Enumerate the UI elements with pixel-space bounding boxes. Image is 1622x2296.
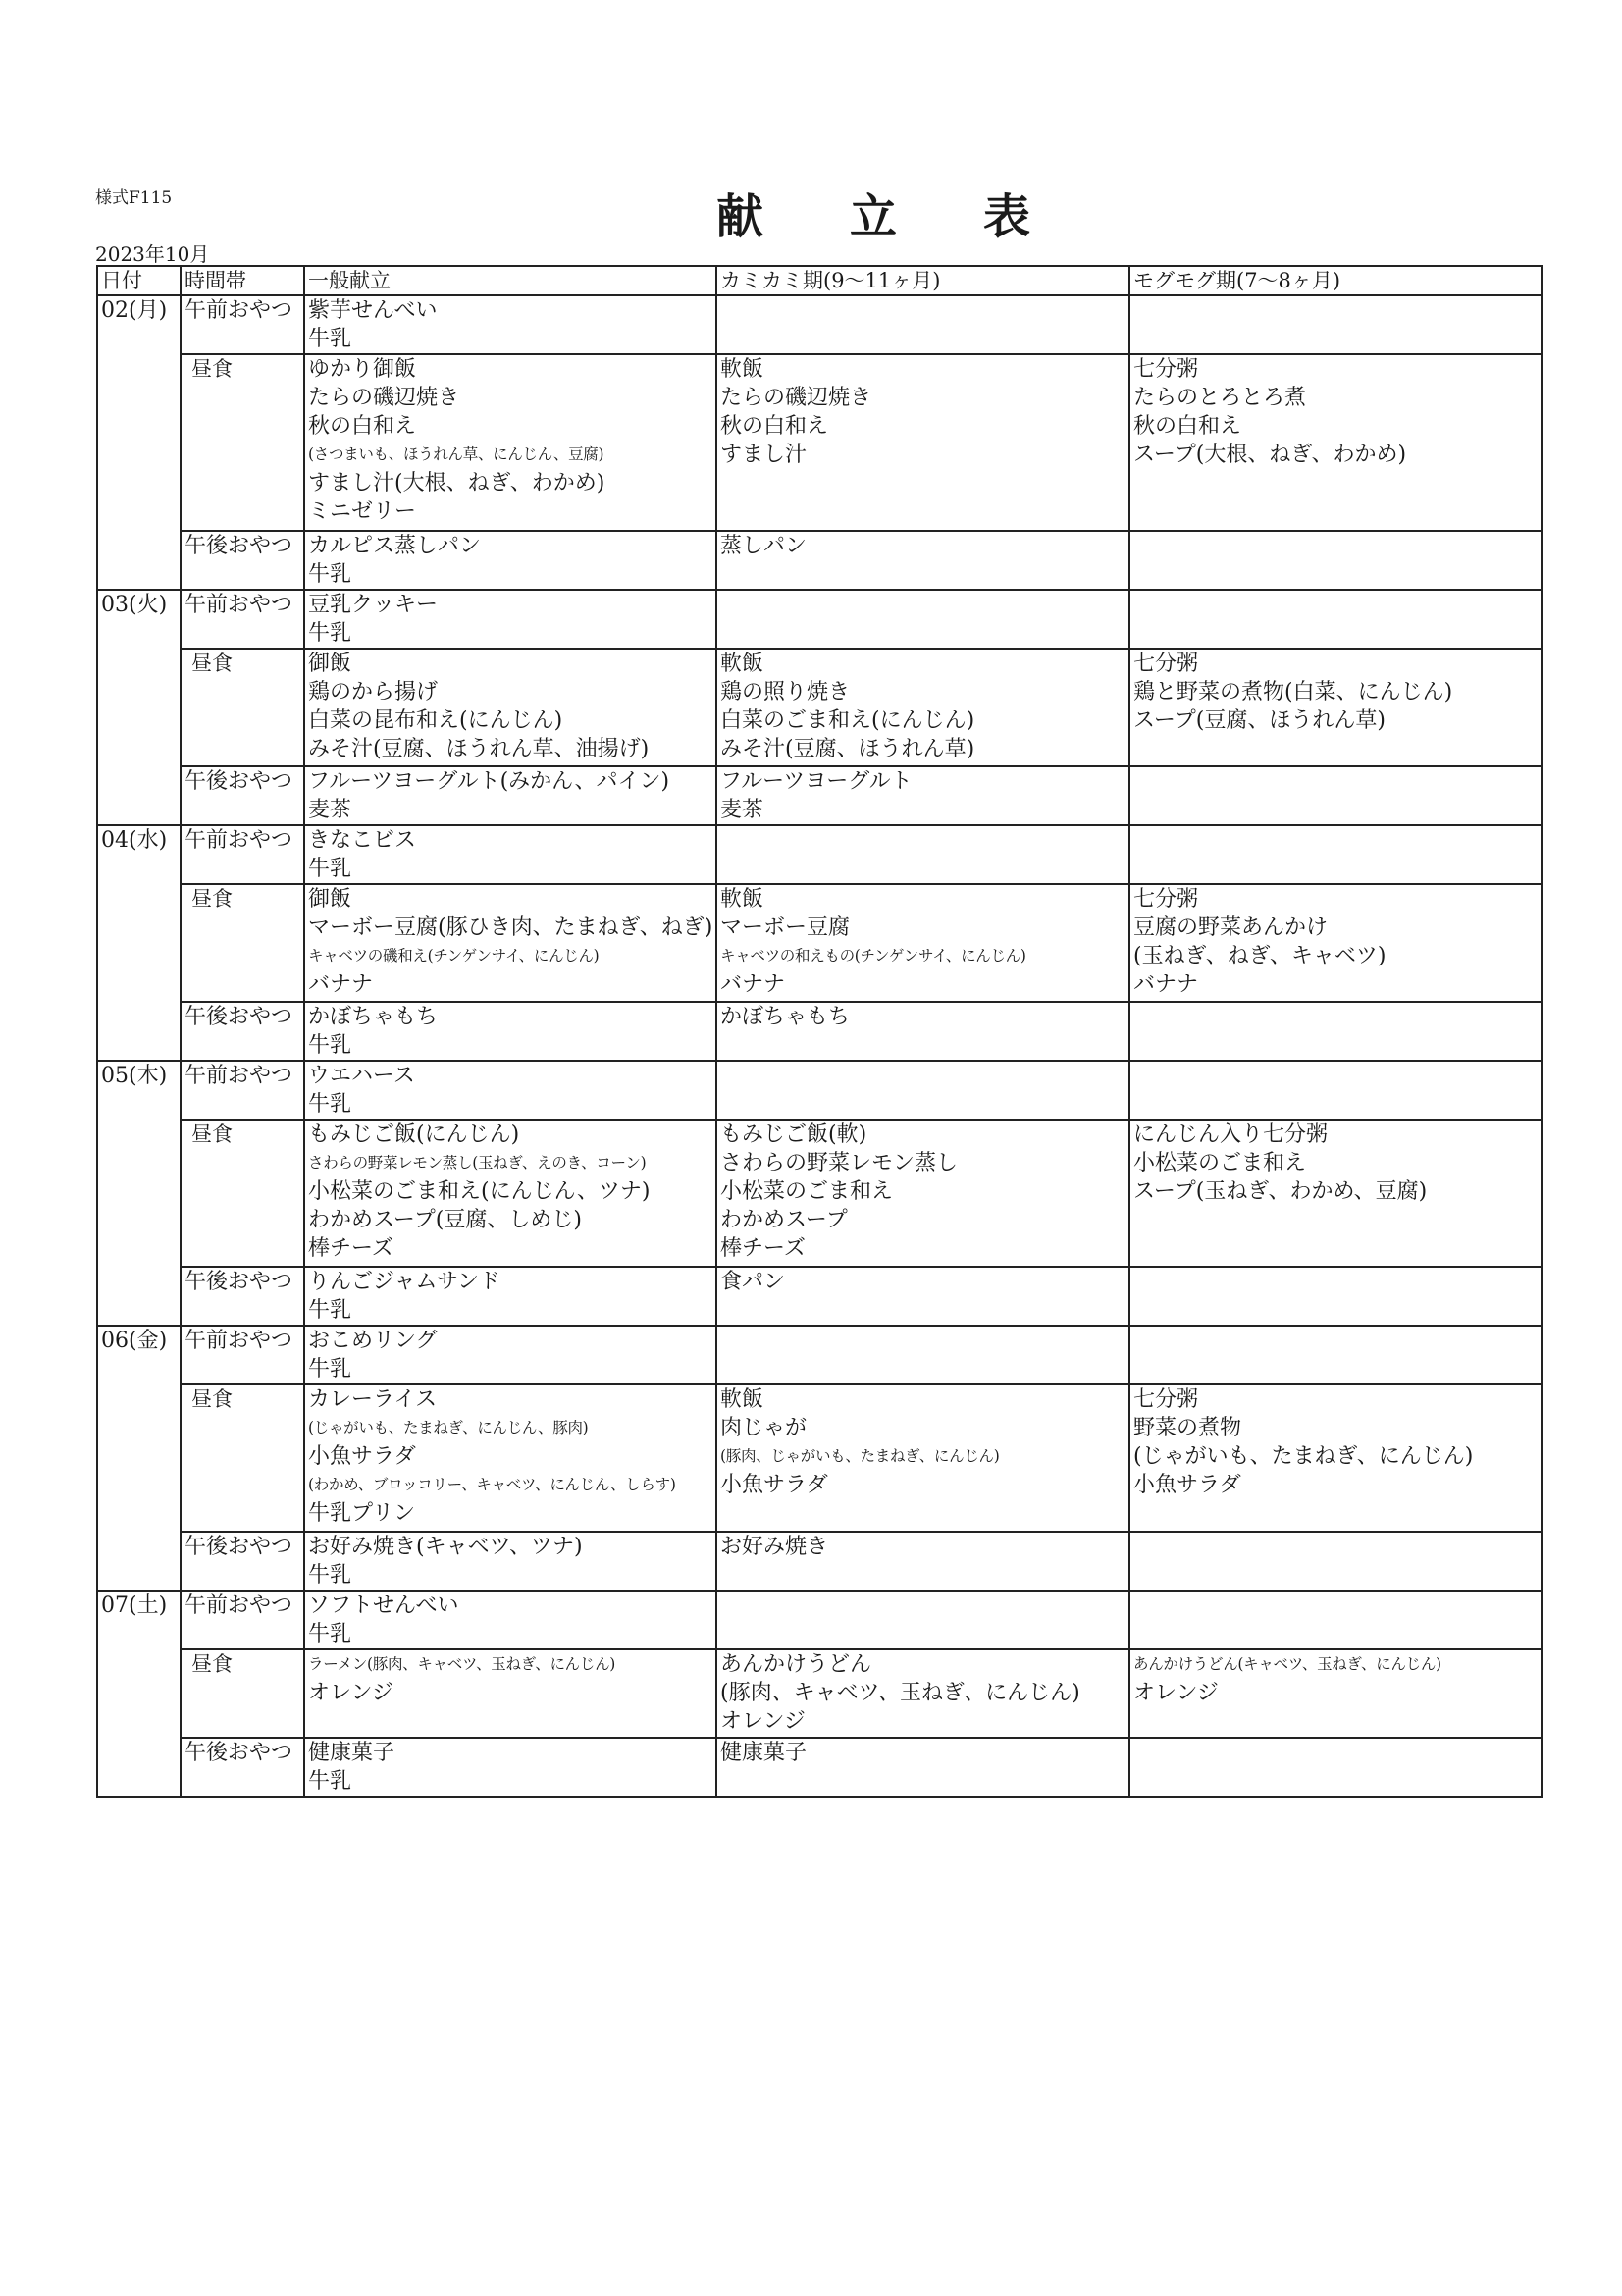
time-slot-cell: 午前おやつ [181,1326,304,1384]
menu-line: すまし汁 [720,443,808,467]
kamikami-menu-cell [716,1326,1129,1384]
menu-line: たらの磯辺焼き [720,386,872,410]
date-cell [97,1120,181,1267]
menu-line: もみじご飯(軟) [720,1122,867,1147]
menu-line: (さつまいも、ほうれん草、にんじん、豆腐) [308,445,604,463]
menu-line: ゆかり御飯 [308,357,417,382]
mogumogu-menu-cell [1129,1061,1542,1120]
header-time: 時間帯 [181,266,304,295]
menu-line: 麦茶 [720,798,764,822]
time-slot-cell: 昼食 [181,1649,304,1738]
general-menu-cell [304,1738,716,1797]
date-cell [97,766,181,825]
kamikami-menu-cell [716,766,1129,825]
menu-line: 秋の白和え [308,414,417,439]
menu-line: フルーツヨーグルト [720,769,913,794]
menu-line: 豆乳クッキー [308,593,439,617]
menu-line: (豚肉、キャベツ、玉ねぎ、にんじん) [720,1681,1080,1705]
date-cell: 06(金) [97,1326,181,1384]
menu-line: カレーライス [308,1387,438,1412]
date-cell [97,1002,181,1061]
menu-line: 御飯 [308,652,352,676]
general-menu-cell [304,1326,716,1384]
menu-line: 麦茶 [308,798,352,822]
menu-line: 白菜の昆布和え(にんじん) [308,708,563,733]
mogumogu-menu-cell [1129,1384,1542,1532]
general-menu-cell [304,1120,716,1267]
menu-line: キャベツの磯和え(チンゲンサイ、にんじん) [308,947,600,965]
table-row [97,1591,1542,1649]
menu-line: 軟飯 [720,357,764,382]
menu-line: さわらの野菜レモン蒸し [720,1151,959,1175]
title-char: 献 [716,189,764,244]
menu-line: かぼちゃもち [308,1005,439,1029]
header-general: 一般献立 [304,266,716,295]
menu-line: 小松菜のごま和え [1133,1151,1307,1175]
general-menu-cell [304,884,716,1002]
menu-line: フルーツヨーグルト(みかん、パイン) [308,769,670,794]
menu-line: 七分粥 [1133,652,1199,676]
kamikami-menu-cell [716,884,1129,1002]
general-menu-cell [304,1061,716,1120]
time-slot-cell: 昼食 [181,354,304,531]
time-slot-cell: 午前おやつ [181,1591,304,1649]
page-title [716,179,1030,246]
kamikami-menu-cell [716,649,1129,766]
menu-line: 牛乳 [308,1357,352,1382]
menu-line: マーボー豆腐(豚ひき肉、たまねぎ、ねぎ) [308,915,712,940]
menu-line: バナナ [720,972,786,997]
general-menu-cell [304,1384,716,1532]
table-row [97,1649,1542,1738]
table-row [97,649,1542,766]
menu-line: お好み焼き [720,1535,829,1559]
kamikami-menu-cell [716,1002,1129,1061]
table-row [97,1326,1542,1384]
menu-line: 秋の白和え [720,414,829,439]
menu-line: 軟飯 [720,1387,764,1412]
menu-line: 七分粥 [1133,1387,1199,1412]
date-cell [97,1267,181,1326]
menu-line: 小松菜のごま和え [720,1179,894,1204]
menu-line: 小魚サラダ [1133,1473,1241,1497]
title-char: 表 [983,189,1031,244]
kamikami-menu-cell [716,1532,1129,1591]
menu-line: 棒チーズ [308,1236,393,1261]
table-row [97,295,1542,354]
time-slot-cell: 午前おやつ [181,295,304,354]
general-menu-cell [304,1532,716,1591]
menu-line: あんかけうどん [720,1652,872,1677]
menu-line: バナナ [1133,972,1199,997]
menu-table [96,265,1543,1798]
kamikami-menu-cell [716,1061,1129,1120]
date-cell: 03(火) [97,590,181,649]
menu-line: 七分粥 [1133,887,1199,912]
menu-line: 白菜のごま和え(にんじん) [720,708,975,733]
menu-line: きなこビス [308,828,417,853]
menu-line: 食パン [720,1270,786,1294]
time-slot-cell: 昼食 [181,884,304,1002]
menu-line: わかめスープ [720,1208,848,1232]
mogumogu-menu-cell [1129,649,1542,766]
menu-line: 肉じゃが [720,1416,808,1440]
kamikami-menu-cell [716,1649,1129,1738]
time-slot-cell: 午前おやつ [181,1061,304,1120]
menu-line: 鶏のから揚げ [308,680,439,704]
menu-line: (豚肉、じゃがいも、たまねぎ、にんじん) [720,1447,1000,1465]
menu-line: 牛乳 [308,1033,352,1058]
kamikami-menu-cell [716,1384,1129,1532]
menu-line: オレンジ [308,1681,393,1705]
menu-line: 小魚サラダ [308,1444,416,1469]
menu-line: 牛乳 [308,327,352,351]
menu-line: すまし汁(大根、ねぎ、わかめ) [308,471,605,496]
kamikami-menu-cell [716,825,1129,884]
menu-line: りんごジャムサンド [308,1270,501,1294]
time-slot-cell: 昼食 [181,1384,304,1532]
mogumogu-menu-cell [1129,1591,1542,1649]
menu-line: 七分粥 [1133,357,1199,382]
menu-line: あんかけうどん(キャベツ、玉ねぎ、にんじん) [1133,1655,1441,1673]
time-slot-cell: 昼食 [181,649,304,766]
table-row [97,1384,1542,1532]
table-row [97,825,1542,884]
menu-line: 小松菜のごま和え(にんじん、ツナ) [308,1179,651,1204]
date-cell: 07(土) [97,1591,181,1649]
date-cell [97,354,181,531]
table-row [97,766,1542,825]
time-slot-cell: 午後おやつ [181,1002,304,1061]
table-row [97,1061,1542,1120]
menu-line: かぼちゃもち [720,1005,851,1029]
form-code: 様式F115 [95,188,173,208]
table-row [97,1002,1542,1061]
time-slot-cell: 昼食 [181,1120,304,1267]
time-slot-cell: 午前おやつ [181,590,304,649]
menu-line: カルピス蒸しパン [308,534,482,558]
menu-line: (わかめ、ブロッコリー、キャベツ、にんじん、しらす) [308,1476,676,1493]
menu-line: にんじん入り七分粥 [1133,1122,1329,1147]
date-cell [97,1532,181,1591]
menu-line: スープ(玉ねぎ、わかめ、豆腐) [1133,1179,1428,1204]
header-row [97,266,1542,295]
menu-line: みそ汁(豆腐、ほうれん草、油揚げ) [308,737,650,761]
mogumogu-menu-cell [1129,1649,1542,1738]
menu-line: 健康菓子 [308,1741,395,1765]
menu-line: 健康菓子 [720,1741,808,1765]
menu-line: 牛乳 [308,857,352,881]
mogumogu-menu-cell [1129,1532,1542,1591]
date-cell [97,649,181,766]
general-menu-cell [304,1002,716,1061]
general-menu-cell [304,354,716,531]
date-cell: 05(木) [97,1061,181,1120]
menu-line: 牛乳 [308,562,352,587]
menu-line: 軟飯 [720,652,764,676]
time-slot-cell: 午後おやつ [181,1267,304,1326]
table-row [97,1738,1542,1797]
menu-line: キャベツの和えもの(チンゲンサイ、にんじん) [720,947,1026,965]
menu-line: 秋の白和え [1133,414,1242,439]
general-menu-cell [304,531,716,590]
date-cell [97,1384,181,1532]
menu-line: おこめリング [308,1329,438,1353]
table-row [97,590,1542,649]
menu-line: 蒸しパン [720,534,808,558]
menu-line: 鶏と野菜の煮物(白菜、にんじん) [1133,680,1453,704]
menu-line: さわらの野菜レモン蒸し(玉ねぎ、えのき、コーン) [308,1154,647,1172]
menu-line: 牛乳プリン [308,1501,416,1526]
header-kamikami: カミカミ期(9～11ヶ月) [716,266,1129,295]
menu-line: お好み焼き(キャベツ、ツナ) [308,1535,583,1559]
menu-line: 牛乳 [308,1298,352,1323]
menu-body [97,295,1542,1797]
menu-line: スープ(大根、ねぎ、わかめ) [1133,443,1407,467]
mogumogu-menu-cell [1129,1738,1542,1797]
kamikami-menu-cell [716,531,1129,590]
general-menu-cell [304,1591,716,1649]
date-cell [97,531,181,590]
menu-line: 紫芋せんべい [308,298,438,323]
menu-line: わかめスープ(豆腐、しめじ) [308,1208,582,1232]
mogumogu-menu-cell [1129,1267,1542,1326]
menu-line: ラーメン(豚肉、キャベツ、玉ねぎ、にんじん) [308,1655,616,1673]
menu-line: 鶏の照り焼き [720,680,851,704]
mogumogu-menu-cell [1129,1120,1542,1267]
menu-line: 豆腐の野菜あんかけ [1133,915,1329,940]
menu-line: 牛乳 [308,1563,352,1588]
time-slot-cell: 午後おやつ [181,531,304,590]
general-menu-cell [304,766,716,825]
menu-line: 牛乳 [308,1769,352,1794]
time-slot-cell: 午前おやつ [181,825,304,884]
general-menu-cell [304,590,716,649]
general-menu-cell [304,825,716,884]
menu-line: 野菜の煮物 [1133,1416,1242,1440]
table-row [97,884,1542,1002]
menu-line: 棒チーズ [720,1236,806,1261]
menu-line: たらの磯辺焼き [308,386,460,410]
menu-line: もみじご飯(にんじん) [308,1122,520,1147]
mogumogu-menu-cell [1129,884,1542,1002]
menu-line: オレンジ [1133,1681,1219,1705]
date-cell: 02(月) [97,295,181,354]
menu-line: (じゃがいも、たまねぎ、にんじん、豚肉) [308,1419,589,1436]
table-row [97,1532,1542,1591]
menu-line: バナナ [308,972,374,997]
kamikami-menu-cell [716,354,1129,531]
header-date: 日付 [97,266,181,295]
menu-line: 小魚サラダ [720,1473,828,1497]
menu-line: 牛乳 [308,1092,352,1117]
date-cell [97,884,181,1002]
general-menu-cell [304,1267,716,1326]
date-cell: 04(水) [97,825,181,884]
table-row [97,1267,1542,1326]
time-slot-cell: 午後おやつ [181,766,304,825]
general-menu-cell [304,649,716,766]
menu-line: ソフトせんべい [308,1593,459,1618]
menu-line: (玉ねぎ、ねぎ、キャベツ) [1133,944,1387,968]
mogumogu-menu-cell [1129,766,1542,825]
kamikami-menu-cell [716,1267,1129,1326]
menu-line: オレンジ [720,1709,806,1734]
mogumogu-menu-cell [1129,590,1542,649]
menu-line: ウエハース [308,1064,415,1088]
header-mogumogu: モグモグ期(7～8ヶ月) [1129,266,1542,295]
kamikami-menu-cell [716,1591,1129,1649]
title-char: 立 [850,189,898,244]
menu-line: ミニゼリー [308,499,417,524]
menu-line: 御飯 [308,887,352,912]
menu-line: マーボー豆腐 [720,915,851,940]
kamikami-menu-cell [716,590,1129,649]
mogumogu-menu-cell [1129,1326,1542,1384]
table-row [97,354,1542,531]
time-slot-cell: 午後おやつ [181,1532,304,1591]
kamikami-menu-cell [716,1738,1129,1797]
mogumogu-menu-cell [1129,1002,1542,1061]
menu-line: 軟飯 [720,887,764,912]
menu-line: スープ(豆腐、ほうれん草) [1133,708,1386,733]
mogumogu-menu-cell [1129,354,1542,531]
table-row [97,1120,1542,1267]
kamikami-menu-cell [716,295,1129,354]
time-slot-cell: 午後おやつ [181,1738,304,1797]
date-cell [97,1738,181,1797]
mogumogu-menu-cell [1129,295,1542,354]
mogumogu-menu-cell [1129,825,1542,884]
menu-line: みそ汁(豆腐、ほうれん草) [720,737,975,761]
general-menu-cell [304,1649,716,1738]
year-month: 2023年10月 [95,242,210,266]
table-row [97,531,1542,590]
menu-line: 牛乳 [308,1622,352,1646]
general-menu-cell [304,295,716,354]
menu-line: (じゃがいも、たまねぎ、にんじん) [1133,1444,1474,1469]
mogumogu-menu-cell [1129,531,1542,590]
kamikami-menu-cell [716,1120,1129,1267]
date-cell [97,1649,181,1738]
menu-line: 牛乳 [308,621,352,646]
menu-line: たらのとろとろ煮 [1133,386,1307,410]
